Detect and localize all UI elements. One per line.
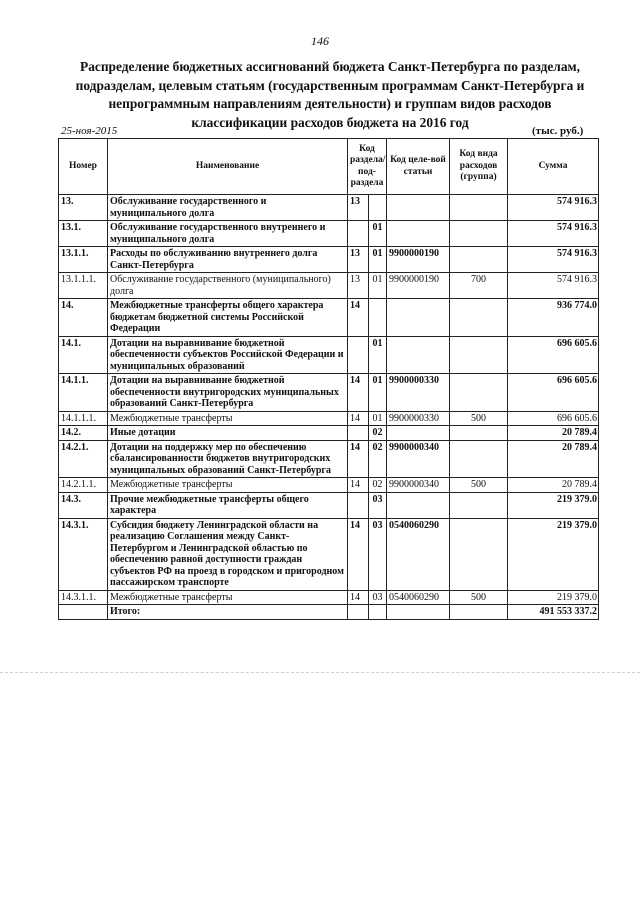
row-number: 14.3. <box>59 492 108 518</box>
row-article: 9900000190 <box>387 273 450 299</box>
table-row <box>59 299 599 337</box>
row-article <box>387 195 450 221</box>
row-name: Субсидия бюджету Ленинградской области на реализацию Соглашения между Санкт-Петербургом и Ленинградской областью по обеспечению равной доступности граждан субъектов РФ на проезд в городском и пригородном пассажирском транспорте <box>108 518 348 590</box>
row-article <box>387 426 450 441</box>
row-amount: 219 379.0 <box>508 518 599 590</box>
row-expense-type <box>450 440 508 478</box>
row-expense-type: 500 <box>450 478 508 493</box>
row-subsection: 02 <box>369 478 387 493</box>
row-name: Обслуживание государственного и муниципального долга <box>108 195 348 221</box>
row-section <box>348 492 369 518</box>
row-name: Межбюджетные трансферты <box>108 411 348 426</box>
row-article: 9900000330 <box>387 374 450 412</box>
page-title: Распределение бюджетных ассигнований бюджета Санкт-Петербурга по разделам, подразделам, целевым статьям (государственным программам Санкт-Петербурга и непрограммным направлениям деятельности) и группам видов расходов классификации расходов бюджета на 2016 год <box>75 59 585 130</box>
row-expense-type <box>450 195 508 221</box>
row-article <box>387 492 450 518</box>
row-name: Дотации на выравнивание бюджетной обеспеченности внутригородских муниципальных образований Санкт-Петербурга <box>108 374 348 412</box>
row-article: 9900000340 <box>387 440 450 478</box>
table-row <box>59 426 599 441</box>
table-row <box>59 492 599 518</box>
column-header-number: Номер <box>59 139 108 195</box>
row-section: 13 <box>348 273 369 299</box>
total-row <box>59 605 599 620</box>
row-section: 14 <box>348 299 369 337</box>
row-name: Межбюджетные трансферты общего характера бюджетам бюджетной системы Российской Федерации <box>108 299 348 337</box>
row-expense-type: 500 <box>450 411 508 426</box>
row-expense-type <box>450 492 508 518</box>
row-amount: 20 789.4 <box>508 440 599 478</box>
row-subsection: 01 <box>369 374 387 412</box>
row-subsection: 01 <box>369 273 387 299</box>
table-row <box>59 411 599 426</box>
row-article <box>387 299 450 337</box>
row-subsection: 01 <box>369 411 387 426</box>
row-expense-type: 500 <box>450 590 508 605</box>
row-expense-type <box>450 247 508 273</box>
table-row <box>59 247 599 273</box>
total-amount: 491 553 337.2 <box>508 605 599 620</box>
row-amount: 696 605.6 <box>508 336 599 374</box>
row-section: 13 <box>348 247 369 273</box>
total-label: Итого: <box>108 605 348 620</box>
row-amount: 219 379.0 <box>508 492 599 518</box>
column-header-section: Код раздела/ под-раздела <box>348 139 387 195</box>
row-expense-type <box>450 221 508 247</box>
row-amount: 696 605.6 <box>508 374 599 412</box>
total-empty-cell <box>387 605 450 620</box>
row-section: 14 <box>348 411 369 426</box>
row-number: 14.1.1.1. <box>59 411 108 426</box>
table-row <box>59 590 599 605</box>
row-article: 9900000190 <box>387 247 450 273</box>
row-name: Прочие межбюджетные трансферты общего характера <box>108 492 348 518</box>
table-row <box>59 221 599 247</box>
row-amount: 936 774.0 <box>508 299 599 337</box>
table-row <box>59 336 599 374</box>
row-article: 0540060290 <box>387 518 450 590</box>
units-label: (тыс. руб.) <box>532 125 584 137</box>
row-subsection: 03 <box>369 492 387 518</box>
row-section <box>348 221 369 247</box>
total-empty-cell <box>59 605 108 620</box>
row-section <box>348 426 369 441</box>
table-row <box>59 518 599 590</box>
row-expense-type <box>450 299 508 337</box>
table-body <box>59 195 599 605</box>
row-name: Расходы по обслуживанию внутреннего долга Санкт-Петербурга <box>108 247 348 273</box>
row-section <box>348 336 369 374</box>
table-row <box>59 440 599 478</box>
table-row <box>59 478 599 493</box>
row-number: 14.2.1. <box>59 440 108 478</box>
total-empty-cell <box>450 605 508 620</box>
row-number: 13.1.1. <box>59 247 108 273</box>
row-name: Межбюджетные трансферты <box>108 590 348 605</box>
total-empty-cell <box>348 605 369 620</box>
row-subsection: 01 <box>369 247 387 273</box>
row-subsection: 03 <box>369 590 387 605</box>
column-header-name: Наименование <box>108 139 348 195</box>
table-row <box>59 273 599 299</box>
row-section: 14 <box>348 440 369 478</box>
row-number: 14.2.1.1. <box>59 478 108 493</box>
row-section: 14 <box>348 590 369 605</box>
row-subsection: 01 <box>369 221 387 247</box>
row-number: 14. <box>59 299 108 337</box>
row-name: Дотации на поддержку мер по обеспечению сбалансированности бюджетов внутригородских муниципальных образований Санкт-Петербурга <box>108 440 348 478</box>
row-section: 14 <box>348 374 369 412</box>
row-amount: 574 916.3 <box>508 195 599 221</box>
row-name: Обслуживание государственного внутреннего и муниципального долга <box>108 221 348 247</box>
row-amount: 20 789.4 <box>508 478 599 493</box>
row-amount: 574 916.3 <box>508 273 599 299</box>
row-number: 13.1. <box>59 221 108 247</box>
row-name: Иные дотации <box>108 426 348 441</box>
column-header-article: Код целе-вой статьи <box>387 139 450 195</box>
row-expense-type <box>450 336 508 374</box>
row-expense-type: 700 <box>450 273 508 299</box>
row-article <box>387 221 450 247</box>
column-header-amount: Сумма <box>508 139 599 195</box>
row-article: 9900000330 <box>387 411 450 426</box>
scan-edge-line <box>0 672 640 673</box>
budget-table <box>58 138 599 620</box>
row-subsection: 02 <box>369 426 387 441</box>
table-row <box>59 374 599 412</box>
row-number: 13. <box>59 195 108 221</box>
row-subsection: 03 <box>369 518 387 590</box>
row-subsection: 02 <box>369 440 387 478</box>
row-subsection <box>369 195 387 221</box>
row-article: 0540060290 <box>387 590 450 605</box>
row-article: 9900000340 <box>387 478 450 493</box>
row-name: Обслуживание государственного (муниципального) долга <box>108 273 348 299</box>
row-section: 13 <box>348 195 369 221</box>
row-name: Дотации на выравнивание бюджетной обеспеченности субъектов Российской Федерации и муниципальных образований <box>108 336 348 374</box>
table-header-row <box>59 139 599 195</box>
row-section: 14 <box>348 518 369 590</box>
table-row <box>59 195 599 221</box>
row-amount: 574 916.3 <box>508 247 599 273</box>
row-number: 14.1. <box>59 336 108 374</box>
row-number: 14.3.1. <box>59 518 108 590</box>
row-section: 14 <box>348 478 369 493</box>
row-subsection: 01 <box>369 336 387 374</box>
row-subsection <box>369 299 387 337</box>
document-date: 25-ноя-2015 <box>61 125 118 137</box>
page-number: 146 <box>311 34 329 48</box>
column-header-expense-type: Код вида расходов (группа) <box>450 139 508 195</box>
row-number: 14.2. <box>59 426 108 441</box>
row-article <box>387 336 450 374</box>
row-number: 14.3.1.1. <box>59 590 108 605</box>
row-amount: 696 605.6 <box>508 411 599 426</box>
row-amount: 219 379.0 <box>508 590 599 605</box>
row-number: 14.1.1. <box>59 374 108 412</box>
row-amount: 574 916.3 <box>508 221 599 247</box>
row-expense-type <box>450 374 508 412</box>
row-amount: 20 789.4 <box>508 426 599 441</box>
total-empty-cell <box>369 605 387 620</box>
row-number: 13.1.1.1. <box>59 273 108 299</box>
row-expense-type <box>450 518 508 590</box>
row-name: Межбюджетные трансферты <box>108 478 348 493</box>
row-expense-type <box>450 426 508 441</box>
